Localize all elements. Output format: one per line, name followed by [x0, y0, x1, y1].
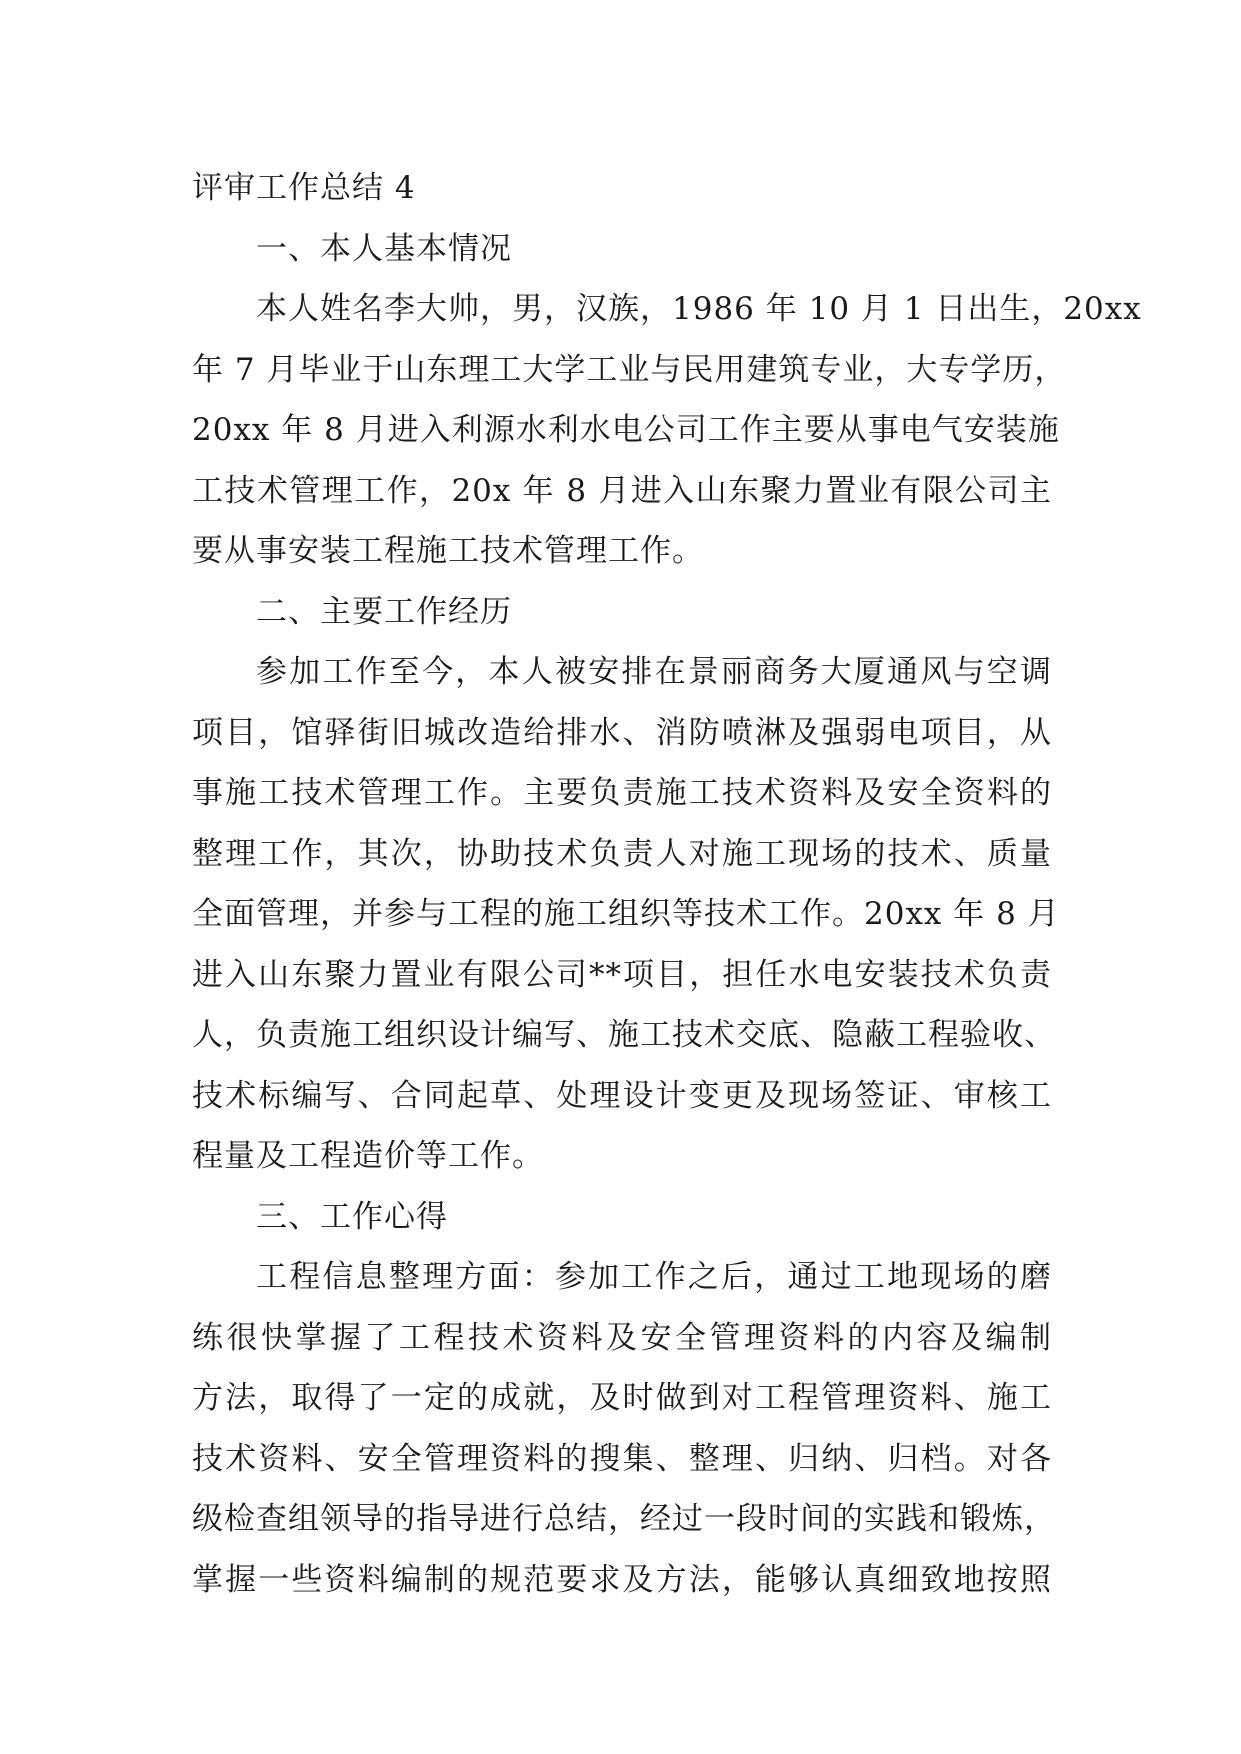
paragraph-line: 技术资料、安全管理资料的搜集、整理、归纳、归档。对各 — [192, 1440, 1052, 1477]
paragraph-line: 技术标编写、合同起草、处理设计变更及现场签证、审核工 — [192, 1077, 1052, 1114]
paragraph-line: 项目，馆驿街旧城改造给排水、消防喷淋及强弱电项目，从 — [192, 714, 1052, 751]
paragraph-line: 整理工作，其次，协助技术负责人对施工现场的技术、质量 — [192, 835, 1052, 872]
paragraph-line: 参加工作至今，本人被安排在景丽商务大厦通风与空调 — [256, 654, 1052, 690]
document-body — [192, 158, 1142, 1610]
paragraph-line: 20xx 年 8 月进入利源水利水电公司工作主要从事电气安装施 — [192, 412, 1060, 448]
document-title: 评审工作总结 4 — [192, 170, 416, 206]
paragraph-line: 要从事安装工程施工技术管理工作。 — [192, 533, 704, 569]
section-heading-2: 二、主要工作经历 — [256, 593, 512, 630]
paragraph-line: 进入山东聚力置业有限公司**项目，担任水电安装技术负责 — [192, 956, 1052, 993]
section-heading-3: 三、工作心得 — [256, 1198, 448, 1235]
paragraph-line: 全面管理，并参与工程的施工组织等技术工作。20xx 年 8 月 — [192, 896, 1060, 932]
paragraph-line: 人，负责施工组织设计编写、施工技术交底、隐蔽工程验收、 — [192, 1017, 1056, 1053]
paragraph-line: 年 7 月毕业于山东理工大学工业与民用建筑专业，大专学历， — [192, 351, 1067, 388]
paragraph-line: 级检查组领导的指导进行总结，经过一段时间的实践和锻炼， — [192, 1501, 1056, 1537]
paragraph-line: 掌握一些资料编制的规范要求及方法，能够认真细致地按照 — [192, 1561, 1052, 1598]
paragraph-line: 练很快掌握了工程技术资料及安全管理资料的内容及编制 — [192, 1319, 1052, 1356]
paragraph-line: 事施工技术管理工作。主要负责施工技术资料及安全资料的 — [192, 775, 1052, 811]
section-heading-1: 一、本人基本情况 — [256, 230, 512, 267]
paragraph-line: 程量及工程造价等工作。 — [192, 1138, 544, 1174]
paragraph-line: 工技术管理工作，20x 年 8 月进入山东聚力置业有限公司主 — [192, 472, 1052, 509]
paragraph-line: 本人姓名李大帅，男，汉族，1986 年 10 月 1 日出生，20xx — [256, 291, 1142, 327]
paragraph-line: 方法，取得了一定的成就，及时做到对工程管理资料、施工 — [192, 1380, 1052, 1416]
paragraph-line: 工程信息整理方面：参加工作之后，通过工地现场的磨 — [256, 1259, 1052, 1295]
